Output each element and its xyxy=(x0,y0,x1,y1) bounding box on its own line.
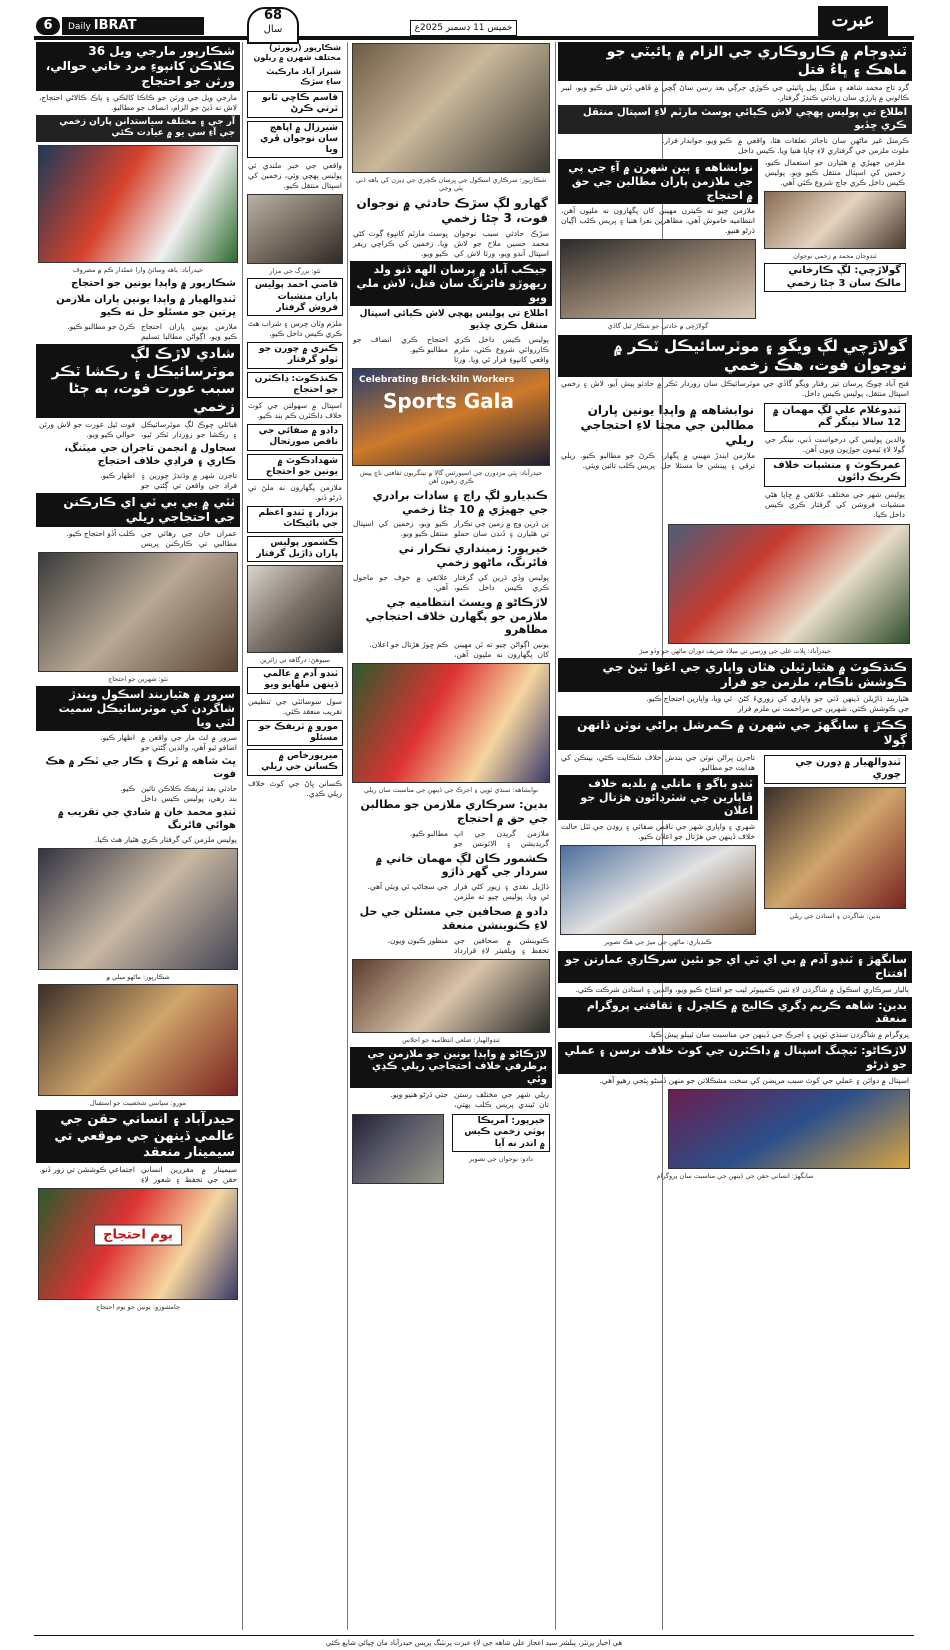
center-column xyxy=(350,40,552,1632)
article-text: ملازمن يونين پاران احتجاج ڪيو ويو، اڳواڻن مطالبا تسليم ڪرڻ جو مطالبو ڪيو. xyxy=(67,322,237,341)
footer-imprint: هي اخبار پرنٽر، پبلشر سيد اعجاز علي شاهه جي لاءِ عبرت پرنٽنگ پريس حيدرآباد مان ڇپائي شايع ڪئي xyxy=(34,1635,914,1650)
article-text: تاجرن شهر ۾ وڌندڙ چورين ۽ فراڊ جي واقعن تي ڳڻتي جو اظهار ڪيو. xyxy=(100,471,237,490)
headline-farmers[interactable]: ميرپورخاص ۾ ڪسانن جي ريلي xyxy=(247,749,343,776)
article-text: ملازمن ايندڙ مهيني ۾ پگهار، ترقي ۽ پينشن جا مسئلا حل ڪرڻ جو مطالبو ڪيو. ريلي پريس ڪلب تائين ويئي. xyxy=(561,450,755,470)
photo-welcome xyxy=(38,984,238,1096)
left-column xyxy=(36,40,240,1632)
photo-caption: شڪارپور: ماڻهو ميلي ۾ xyxy=(106,973,170,982)
photo-portrait xyxy=(352,1114,444,1184)
headline-aerial-firing[interactable]: ٽنڊو محمد خان ۾ شادي جي تقريب ۾ هوائي فائرنگ xyxy=(57,807,236,831)
article-text: پوليس وڏي ڌرين کي گرفتار ڪري ڪيس داخل ڪيو، علائقي ۾ خوف جو ماحول آهي. xyxy=(353,572,549,592)
headline-bandits[interactable]: ڪشمور پوليس پاران ڌاڙيل گرفتار xyxy=(247,536,343,563)
headline-land-dispute[interactable]: خيرپور: زمينداري تڪرار تي فائرنگ، ماڻهو زخمي xyxy=(398,542,548,569)
article-text: ڪسانن ڀاڻ جي کوٽ خلاف ريلي ڪڍي. xyxy=(248,778,342,798)
issue-badge xyxy=(247,7,299,44)
headline-honor-killing[interactable]: ٽنڊوڄام ۾ ڪاروڪاري جي الزام ۾ ڀائيٽي جو ماهڪ ۽ ڀاءُ قتل xyxy=(558,42,912,81)
brand-name: IBRAT xyxy=(93,18,137,33)
photo-shrine xyxy=(247,194,343,264)
article-text: ڪرمنل غير ماڻهن سان ناجائز تعلقات هئا، واقعي ۾ ملوث ملزمن جي گرفتاري لاءِ ڇاپا هنيا ويا. ڪيس داخل ڪيو ويو، جوابدار فرار. xyxy=(662,136,909,155)
headline-employees[interactable]: بدين: سرڪاري ملازمن جو مطالبن جي حق ۾ احتجاج xyxy=(360,798,548,825)
headline-thieves[interactable]: ڪنري ۾ چورن جو ٽولو گرفتار xyxy=(247,342,343,369)
headline-cattle-theft[interactable]: ٽنڊوالهيار ۾ ڍورن جي چوري xyxy=(764,755,906,784)
article-text: پوليس شهر جي مختلف علائقن ۾ ڇاپا هڻي منشيات فروشن کي گرفتار ڪري ڪيس داخل ڪيا. xyxy=(765,489,905,519)
article-text: پوليس ڪيس داخل ڪري ڪارروائي شروع ڪئي، ملزم واقعي کانپوءِ فرار ٿي ويا. ورثا احتجاج ڪري انصاف جو مطالبو ڪيو. xyxy=(353,334,549,364)
mid-left-column xyxy=(245,40,345,1632)
article-text: سيمينار ۾ مقررين انساني حقن جي تحفظ ۽ شعور لاءِ اجتماعي ڪوششن تي زور ڏنو. xyxy=(39,1165,237,1184)
headline-clash[interactable]: ڪنڊيارو لڳ راڄ ۽ سادات برادري جي جهيڙي ۾ 10 ڄڻا زخمي xyxy=(372,488,548,516)
protest-day-banner: يوم احتجاج xyxy=(94,1225,182,1246)
daily-label: Daily xyxy=(68,22,91,32)
headline-wapda-dismissal[interactable]: لاڙڪاڻو ۾ واپڊا يونين جو ملازمن جي برطرفي خلاف احتجاجي ريلي ڪڍي وئي xyxy=(350,1047,552,1089)
photo-caption: ڪنڊياري: ماڻهن جي ميڙ جي هڪ تصوير xyxy=(604,938,712,946)
headline-kidnap-attempt[interactable]: ڪنڌڪوٽ ۾ هٿيارٿيلن هٿان واپاري جي اغوا ٿيڻ جي ڪوشش ناڪام، ملزمن جو فرار xyxy=(558,658,912,692)
photo-caption: مورو: سياسي شخصيت جو استقبال xyxy=(90,1099,186,1108)
photo-caption: حيدرآباد: باهه وسائڻ وارا عملدار ڪم ۾ مصروف xyxy=(72,265,204,274)
article-text: اسپتال ۾ سهولتن جي کوٽ خلاف ڊاڪٽرن ڪم بند ڪيو. xyxy=(248,401,342,420)
photo-garbage-fire xyxy=(352,43,550,173)
article-text: ملازمن چيو ته ڪيترن مهينن کان پگهارون نه مليون آهن، انتظاميه خاموش آهي. مظاهرين نعرا هنيا ۽ پريس ڪلب اڳيان ڌرڻو هنيو. xyxy=(561,206,755,236)
article-text: عمران خان جي رهائي جي مطالبي تي ڪارڪنن پريس ڪلب آڏو احتجاج ڪيو. xyxy=(66,529,237,548)
article-text: سول سوسائٽي جي تنظيمن تقريب منعقد ڪئي. xyxy=(248,696,342,716)
headline-waste-protest[interactable]: لاڙڪاڻو ۾ ويسٽ انتظاميه جي ملازمن جو پگهارن خلاف احتجاجي مظاهرو xyxy=(365,595,548,637)
photo-meeting xyxy=(352,959,550,1033)
photo-protest xyxy=(38,552,238,672)
headline-truck-crash[interactable]: ڀٽ شاهه ۾ ٽرڪ ۽ ڪار جي ٽڪر ۾ هڪ فوت xyxy=(45,756,236,780)
photo-fair xyxy=(38,848,238,970)
headline-hospital-sitin[interactable]: لاڙڪاڻو: ٽيچنگ اسپتال ۾ ڊاڪٽرن جي کوٽ خلاف نرسن ۽ عملي جو ڌرڻو xyxy=(558,1042,912,1074)
article-text: ملزم وٽان چرس ۽ شراب هٿ ڪري ڪيس داخل ڪيو. xyxy=(248,319,342,338)
headline-missing-boy[interactable]: ٽنڊوغلام علي لڳ مهمان ۾ 12 سالا نينگر گم xyxy=(764,403,906,432)
headline-recruitment[interactable]: ٽنڊوالهيار ۾ واپڊا يونين پاران ملازمن ڀرتين جو مسئلو حل نه ڪيو xyxy=(56,294,236,318)
photo-caption: ٽنڊوالهيار: ضلعي انتظاميه جو اجلاس xyxy=(402,1035,500,1044)
photo-injured-youth xyxy=(764,191,906,249)
photo-milad-gathering xyxy=(668,524,910,644)
article-text: سرور ۾ لٽ مار جي واقعن ۾ اضافو ٿيو آهي، والدين ڳڻتي جو اظهار ڪيو. xyxy=(100,733,237,753)
photo-human-rights-event xyxy=(668,1089,910,1169)
article-text: ٻن ڌرين وچ ۾ زمين جي تڪرار تي هٿيارن ۽ ڏنڊن سان حملو ڪيو ويو، زخمين کي اسپتال منتقل ڪيو ويو. xyxy=(353,519,549,539)
article-text: ريلي شهر جي مختلف رستن تان ٿيندي پريس ڪلب پهتي، جتي ڌرڻو هنيو ويو. xyxy=(390,1090,549,1109)
photo-sports-gala xyxy=(352,368,550,466)
subheadline: آر جي ۽ مختلف سياستدانن پاران زخمي جي آءِ سي يو ۾ عيادت ڪئي xyxy=(36,115,240,142)
photo-caption: شڪارپور: سرڪاري اسڪول جي ڀرسان ڪچري جي ڍيرن کي باهه ڏني پئي وڃي xyxy=(355,176,547,192)
article-text: پوليس ملزمن کي گرفتار ڪري هٿيار هٿ ڪيا. xyxy=(94,835,237,845)
headline-disabled-robbed[interactable]: شيرزال ۾ اپاهڄ سان نوجوان ڦري ويا xyxy=(247,121,343,159)
article-text: مارجي ويل جي ورثن جو ڪاڪا کالڪي ۽ پاڪ ڪالاڻي احتجاج، لاش نه ڏيڻ جو الزام، انصاف جو مطالبو. xyxy=(39,93,237,112)
headline-pti-rally[interactable]: ٺٽي ۾ بي بي ٽي اي ڪارڪنن جي احتجاجي ريلي xyxy=(36,493,240,527)
headline-body-handover[interactable]: شڪارپور مارجي ويل 36 ڪلاڪن کانپوءِ مرد خاني حوالي، ورثن جو احتجاج xyxy=(36,42,240,91)
photo-firefighters xyxy=(38,145,238,263)
headline-road-accident[interactable]: گهارو لڳ سڙڪ حادثي ۾ نوجوان فوت، 3 ڄڻا زخمي xyxy=(356,196,548,225)
headline-students-robbed[interactable]: سرور ۾ هٿياربند اسڪول ويندڙ شاگردن کي موٽرسائيڪل سميت لٽي ويا xyxy=(36,686,240,731)
headline-robbery[interactable]: ڪشمور ڪان لڳ مهمان خاني ۾ سردار جي گهر ڌاڙو xyxy=(375,851,548,879)
article-text: هٿياربند ڌاڙيلن ڏينهن ڏٺي جو واپاري کي زوريءَ کڻڻ جي ڪوشش ڪئي. شهرين جي مزاحمت تي ملزم فرار ٿي ويا، واپارين احتجاج ڪيو. xyxy=(646,693,909,713)
photo-caption: ڄامشورو: يونين جو يوم احتجاج xyxy=(96,1303,180,1311)
headline-crackdown[interactable]: عمرڪوٽ ۽ منشيات خلاف ڪريڪ ڊائون xyxy=(764,458,906,487)
article-text: ڌاڙيل نقدي ۽ زيور کڻي فرار ٿي ويا، پوليس چيو ته ملزمن جي سڃاڻپ ٿي ويئي آهي. xyxy=(367,882,549,901)
headline-wagon-crash[interactable]: گولاڙچي لڳ ويگو ۽ موٽرسائيڪل ٽڪر ۾ نوجوان فوت، هڪ زخمي xyxy=(558,335,912,377)
headline-journalists[interactable]: دادو ۾ صحافين جي مسئلن جي حل لاءِ ڪنوينشن منعقد xyxy=(359,905,548,932)
issue-number: 68 xyxy=(263,8,283,23)
article-text: ڪنوينشن ۾ صحافين جي تحفظ ۽ ويلفيئر لاءِ قرارداد منظور ڪيون ويون. xyxy=(387,935,549,955)
headline-traffic[interactable]: مورو ۾ ٽريفڪ جو مسئلو xyxy=(247,720,343,747)
photo-pilgrims xyxy=(247,565,343,653)
photo-caption: سانگھڙ: انساني حقن جي ڏينهن جي مناسبت سان پروگرام xyxy=(656,1171,814,1180)
article-text: اسپتال ۾ دوائن ۽ عملي جي کوٽ سبب مريضن کي سخت مشڪلاتن جو منهن ڏسڻو پئجي رهيو آهي. xyxy=(599,1075,909,1085)
headline-pottery[interactable]: قاسم ڪاڇي ٿانو ٿرتي ڪرڻ xyxy=(247,91,343,118)
headline-old-notes[interactable]: ڪڪڙ ۽ سانگهڙ جي شهرن ۾ ڪمرشل پراڻي نوٽن ڏانهن ڳولا xyxy=(558,716,912,750)
gala-banner-title: Sports Gala xyxy=(383,388,515,413)
headline-sanitation[interactable]: دادو ۾ صفائي جي ناقص صورتحال xyxy=(247,424,343,451)
article-text: فتح آباد چوڪ پرسان تيز رفتار ويگو گاڏي جي موٽرسائيڪل سان زوردار ٽڪر ۾ حادثو پيش آيو، لاش ۽ زخمي اسپتال منتقل، پوليس ڪيس داخل. xyxy=(561,378,909,398)
photo-caption: سيوهڻ: درگاهه تي زائرين xyxy=(260,656,330,664)
photo-ajrak-day xyxy=(352,663,550,783)
article-text: ٻاليار سرڪاري اسڪول ۾ شاگردن لاءِ نئين ڪمپيوٽر ليب جو افتتاح ڪيو ويو، والدين ۽ استادن شرڪت ڪئي. xyxy=(575,984,909,994)
headline-rally[interactable]: شڪارپور (رپورٽر) مختلف شهرن ۾ ريلون xyxy=(253,43,341,62)
photo-caption: حيدرآباد: ڀلاٽ علي جي ورسي تي ميلاد شريف دوران ماڻهن جو وڏو ميڙ xyxy=(639,646,831,655)
photo-caption: ٺٽو: بزرگ جي مزار xyxy=(269,267,321,276)
headline-injured[interactable]: گولاڙچي: لڳ ڪارخاني مالڪ سان 3 ڄڻا زخمي xyxy=(764,263,906,292)
photo-caption: بدين: شاگردن ۽ استادن جي ريلي xyxy=(789,911,881,920)
article-text: ملازمن گريڊن جي اپ گريڊيشن ۽ الائونس جو مطالبو ڪيو. xyxy=(409,828,549,848)
page-number: 6 xyxy=(36,17,60,35)
headline-drug-seller[interactable]: قاضي احمد پوليس پاران منشيات فروش گرفتار xyxy=(247,278,343,316)
headline-strike[interactable]: ٽنڊو باگو ۽ ماتلي ۾ بلديه خلاف ڦاپارين جي شٽرڊائون هڙتال جو اعلان xyxy=(558,775,758,820)
subheadline: شيراز آباد مارڪيٽ ساءِ سڙڪ xyxy=(266,67,341,86)
subheadline[interactable]: اطلاع تي پوليس پهچي لاش ڪٻائي پوسٽ مارٽم لاءِ اسپتال منتقل ڪري ڇڏيو xyxy=(558,105,912,134)
headline-doctors[interactable]: ڪنڌڪوٽ: ڊاڪٽرن جو احتجاج xyxy=(247,372,343,399)
article-text: قبائلي چوڪ لڳ موٽرسائيڪل ۽ رڪشا جو زوردار ٽڪر ٿيو، فوت ٿيل عورت جو لاش ورثن حوالي ڪيو ويو. xyxy=(39,420,237,439)
photo-caption: ٽنڊوجان محمد ۾ زخمي نوجوان xyxy=(793,252,877,260)
headline-protest[interactable]: نوابشاهه ۽ ٻين شهرن ۾ آءِ جي پي جي ملازمن پاران مطالبن جي حق ۾ احتجاج xyxy=(558,159,758,204)
headline-inauguration[interactable]: سانگھڙ ۽ ٽنڊو آدم ۾ بي اي ٽي اي جو نئين سرڪاري عمارتن جو افتتاح xyxy=(558,951,912,983)
subheadline: اطلاع تي پوليس پهچي لاش ڪٻائي اسپتال منتقل ڪري ڇڏيو xyxy=(359,309,548,331)
headline-wapda-union[interactable]: شڪارپور ۾ واپڊا يونين جو احتجاج xyxy=(71,277,236,289)
headline-boycott[interactable]: بزدار ۽ ٽنڊو اعظم جي بائيڪاٽ xyxy=(247,506,343,533)
article-text: ملازمن پگهارون نه ملڻ تي ڌرڻو ڏنو. xyxy=(248,483,342,502)
article-text: ملزمن جهيڙي ۾ هٿيارن جو استعمال ڪيو، زخمين کي اسپتال منتقل ڪيو ويو. پوليس ڪيس داخل ڪري جاچ شروع ڪئي آهي. xyxy=(765,158,905,187)
headline-cultural-program[interactable]: بدين: شاهه ڪريم ڊگري ڪاليج ۾ ڪلچرل ۽ ثقافتي پروگرام منعقد xyxy=(558,997,912,1029)
photo-caption: ٺٽو: شهرين جو احتجاج xyxy=(108,675,168,683)
photo-caption: نوابشاهه: سنڌي ٽوپي ۽ اجرڪ جي ڏينهن جي مناسبت سان ريلي xyxy=(363,786,539,794)
headline-murder[interactable]: جيڪب آباد ۾ پرسان الهه ڏنو ولد ريهوڙو فائرنگ سان قتل، لاش ملي ويو xyxy=(350,261,552,306)
headline-case[interactable]: خيرپور: آمريڪا ٻوٽي زخمي ڪيس ۾ اندر نه آيا xyxy=(452,1114,550,1152)
article-text: والدين پوليس کي درخواست ڏني، نينگر جي ڳولا لاءِ ٽيمون جوڙيون ويون آهن. xyxy=(765,434,905,454)
photo-students-rally xyxy=(764,787,906,909)
ibrat-logo: عبرت xyxy=(818,6,888,36)
article-text: گرڊ تاج محمد شاهه ۽ منگل پيل ڀائيٽي جي ڪوڙي جرڳي بعد رسن ساڻ ڳچي ۾ ڦاهي ڏئي قتل ڪيو ويو، ليبر ڪالوني ۾ ٻارڙي سان زيادتي ڪندڙ گرفتار. xyxy=(561,83,909,102)
article-text: واقعي جي خبر ملندي ئي پوليس پهچي وئي، زخمين کي اسپتال منتقل ڪيو. xyxy=(248,161,342,191)
article-text: تاجرن پراڻن نوٽن جي بندش خلاف شڪايت ڪئي، بينڪن کي هدايت جو مطالبو. xyxy=(561,752,755,772)
gala-banner-text: Celebrating Brick-kiln Workers xyxy=(359,374,515,385)
headline-wapda-rally[interactable]: نوابشاهه ۾ واپڊا يونين پاران مطالبن جي مڃتا لاءِ احتجاجي ريلي xyxy=(580,402,754,447)
article-text: پروگرام ۾ شاگردن سنڌي ٽوپي ۽ اجرڪ جي ڏينهن جي مناسبت سان ٽيبلو پيش ڪيا. xyxy=(648,1030,909,1039)
article-text: حادثي بعد ٽريفڪ ڪلاڪن تائين بند رهي، پوليس ڪيس داخل ڪيو. xyxy=(119,784,237,804)
article-text: يونين اڳواڻن چيو ته ٽن مهينن کان پگهارون نه مليون آهن، ڪم ڇوڙ هڙتال جو اعلان. xyxy=(369,640,549,659)
article-text: سڙڪ حادثي سبب نوجوان محمد حسين ملاح جو لاش اسپتال آندو ويو، ورثا لاش کي پوسٽ مارٽم کانپوءِ ڳوٺ کڻي ويا. زخمين کي ڪراچي ريفر ڪيو ويو. xyxy=(353,229,549,258)
headline-rickshaw-crash[interactable]: شادي لاڙڪ لڳ موٽرسائيڪل ۽ رڪشا ٽڪر سبب عورت فوت، ٻه ڄڻا زخمي xyxy=(36,344,240,418)
article-text: شهري ۽ واپاري شهر جي ناقص صفائي ۽ روڊن جي ٽٽل حالت خلاف ڏينهن جي هڙتال جو اعلان ڪيو. xyxy=(561,822,755,841)
issue-year-label: سال xyxy=(263,24,283,35)
photo-crowd xyxy=(560,845,756,935)
photo-caption: حيدرآباد: ڀٽي مزدورن جي اسپورٽس گالا ۾ نينگريون ثقافتي ناچ پيش ڪري رهيون آهن xyxy=(359,468,543,485)
photo-protest-day xyxy=(38,1188,238,1300)
photo-accident-car xyxy=(560,239,756,319)
headline-union[interactable]: شهدادڪوٽ ۾ يونين جو احتجاج xyxy=(247,454,343,481)
photo-caption: گولاڙچي ۾ حادثي جو شڪار ٿيل گاڏي xyxy=(607,322,709,331)
brand-label xyxy=(62,17,204,35)
headline-world-day[interactable]: ٽنڊو آدم ۾ عالمي ڏينهن ملهايو ويو xyxy=(247,667,343,694)
headline-traders[interactable]: سجاول ۾ انجمن تاجران جي ميٽنگ، ڪاري ۽ فراڊي خلاف احتجاج xyxy=(64,443,236,467)
photo-caption: دادو: نوجوان جي تصوير xyxy=(469,1154,533,1163)
headline-seminar[interactable]: حيدرآباد ۽ انساني حقن جي عالمي ڏينهن جي موقعي تي سيمينار منعقد xyxy=(36,1110,240,1163)
mid-right-column xyxy=(558,980,658,1632)
issue-date: خميس 11 ڊسمبر 2025ع xyxy=(410,20,517,36)
